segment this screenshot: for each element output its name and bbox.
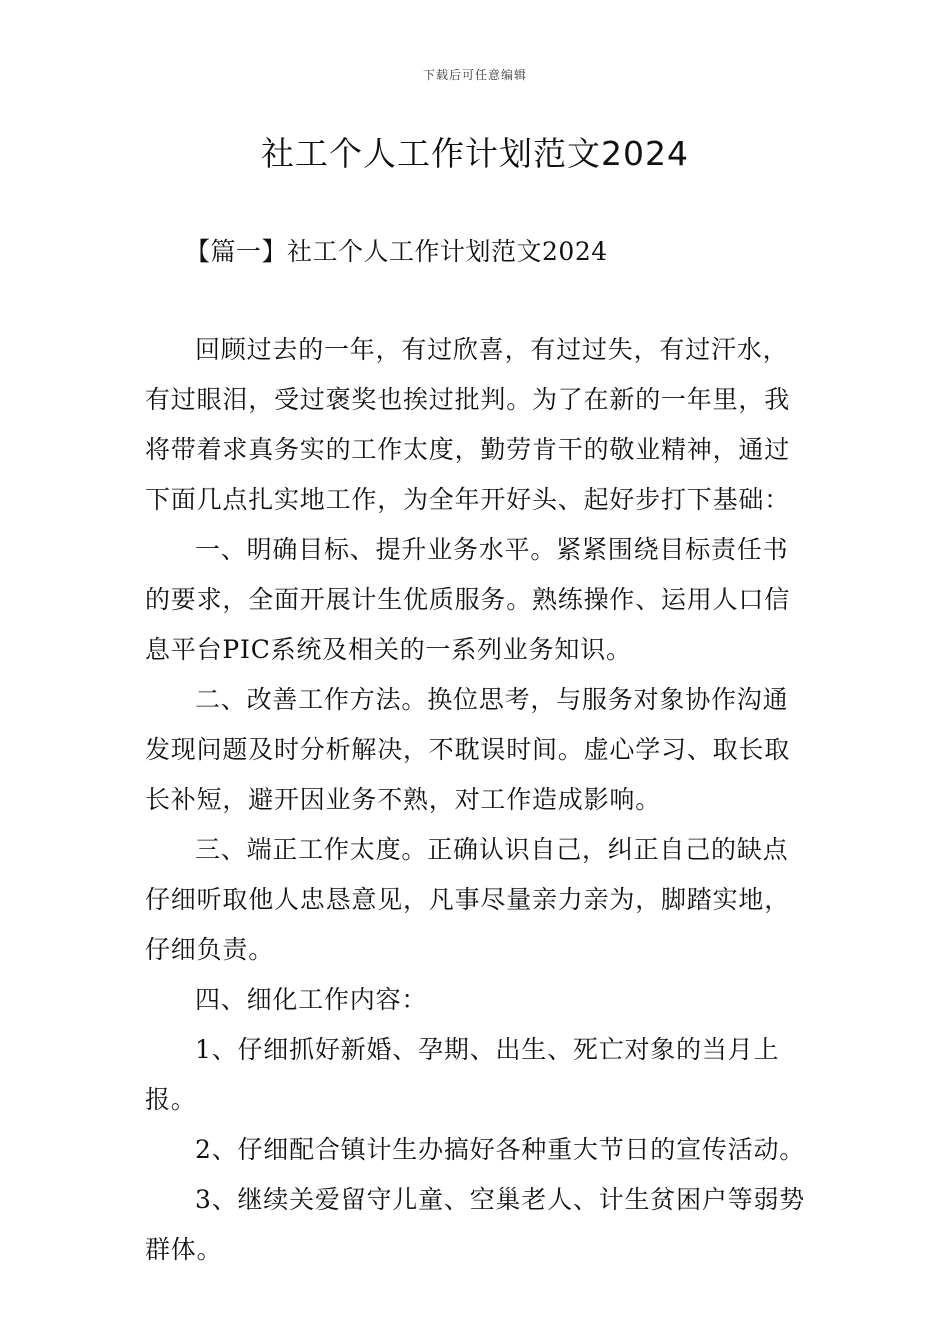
paragraph-intro: 回顾过去的一年，有过欣喜，有过过失，有过汗水，有过眼泪，受过褒奖也挨过批判。为了在新的一年里，我将带着求真务实的工作太度，勤劳肯干的敬业精神，通过下面几点扎实地工作，为全年开好头、起好步打下基础：: [145, 335, 791, 514]
header-note: 下载后可任意编辑: [422, 68, 527, 82]
paragraph-attitude: 三、端正工作太度。正确认识自己，纠正自己的缺点仔细听取他人忠恳意见，凡事尽量亲力亲为，脚踏实地，仔细负责。: [145, 835, 791, 964]
list-item: 3、继续关爱留守儿童、空巢老人、计生贫困户等弱势群体。: [145, 1185, 806, 1264]
list-item: 2、仔细配合镇计生办搞好各种重大节日的宣传活动。: [195, 1135, 806, 1164]
paragraph-details-heading: 四、细化工作内容：: [195, 985, 428, 1014]
paragraph-goal: 一、明确目标、提升业务水平。紧紧围绕目标责任书的要求，全面开展计生优质服务。熟练操作、运用人口信息平台PIC系统及相关的一系列业务知识。: [145, 535, 791, 664]
section-heading: 【篇一】社工个人工作计划范文2024: [185, 237, 608, 266]
document-title: 社工个人工作计划范文2024: [261, 134, 689, 173]
paragraph-method: 二、改善工作方法。换位思考，与服务对象协作沟通发现问题及时分析解决，不耽误时间。虚心学习、取长取长补短，避开因业务不熟，对工作造成影响。: [145, 685, 791, 814]
document-body: [145, 325, 810, 1275]
list-item: 1、仔细抓好新婚、孕期、出生、死亡对象的当月上报。: [145, 1035, 780, 1114]
